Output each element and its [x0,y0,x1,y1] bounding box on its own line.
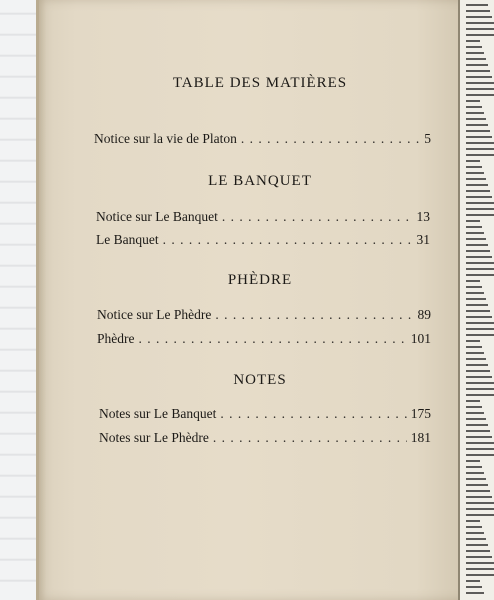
dot-leader [139,331,407,347]
print-line [466,118,486,120]
print-line [466,40,480,42]
print-line [466,214,494,216]
dot-leader [241,131,420,147]
print-line [466,406,482,408]
print-line [466,592,484,594]
dot-leader [222,209,413,225]
print-line [466,538,486,540]
print-line [466,58,486,60]
print-line [466,328,494,330]
toc-entry [94,131,431,147]
print-line [466,100,480,102]
print-line [466,190,490,192]
print-line [466,22,494,24]
print-line [466,454,494,456]
print-line [466,394,494,396]
dot-leader [220,406,406,422]
print-line [466,442,494,444]
print-line [466,562,494,564]
print-line [466,502,494,504]
toc-entry-page: 175 [410,406,431,421]
print-line [466,148,494,150]
print-line [466,322,494,324]
print-line [466,556,492,558]
print-line [466,580,480,582]
print-line [466,436,492,438]
toc-entry [96,232,430,248]
section-heading: LE BANQUET [208,173,312,189]
print-line [466,352,484,354]
print-line [466,424,488,426]
toc-entry [99,406,431,422]
print-line [466,358,486,360]
print-line [466,136,492,138]
print-line [466,262,494,264]
print-line [466,466,482,468]
print-line [466,508,494,510]
print-line [466,310,490,312]
page-title: TABLE DES MATIÈRES [172,75,348,91]
print-line [466,520,480,522]
print-line [466,238,486,240]
print-line [466,196,492,198]
print-line [466,526,482,528]
print-line [466,112,484,114]
print-line [466,130,490,132]
toc-entry-title: Notice sur Le Phèdre [97,307,212,322]
print-line [466,304,488,306]
print-line [466,298,486,300]
print-line [466,106,482,108]
print-line [466,364,488,366]
print-line [466,250,490,252]
print-line [466,472,484,474]
print-line [466,46,482,48]
print-line [466,544,488,546]
print-line [466,568,494,570]
print-line [466,202,494,204]
print-line [466,160,480,162]
print-line [466,490,490,492]
toc-entry-title: Notice sur Le Banquet [96,209,218,224]
print-line [466,52,484,54]
toc-entry-title: Notes sur Le Banquet [99,406,217,421]
print-line [466,4,488,6]
dot-leader [215,307,413,323]
print-line [466,244,488,246]
print-line [466,478,486,480]
print-line [466,460,480,462]
print-line [466,142,494,144]
toc-entry-page: 89 [417,307,431,322]
print-line [466,334,494,336]
toc-entry [99,430,431,446]
print-line [466,316,492,318]
print-line [466,496,492,498]
print-line [466,400,480,402]
toc-entry-title: Notes sur Le Phèdre [99,430,209,445]
print-line [466,220,480,222]
toc-entry [96,209,430,225]
toc-entry-page: 13 [416,209,430,224]
print-line [466,418,486,420]
dot-leader [163,232,413,248]
print-line [466,532,484,534]
print-line [466,28,494,30]
print-line [466,208,494,210]
print-line [466,10,490,12]
toc-entry-page: 5 [424,131,431,146]
toc-entry-page: 31 [416,232,430,247]
print-line [466,70,490,72]
toc-entry [97,307,431,323]
print-line [466,64,488,66]
section-heading: PHÈDRE [227,272,293,288]
print-line [466,226,482,228]
print-line [466,574,494,576]
print-line [466,166,482,168]
print-line [466,484,488,486]
print-line [466,346,482,348]
toc-entry-title: Le Banquet [96,232,159,247]
print-line [466,34,494,36]
print-line [466,268,494,270]
toc-entry-title: Phèdre [97,331,135,346]
print-line [466,586,482,588]
print-line [466,550,490,552]
print-line [466,16,492,18]
toc-entry-page: 101 [410,331,431,346]
print-line [466,430,490,432]
print-line [466,340,480,342]
print-line [466,292,484,294]
print-line [466,154,494,156]
dot-leader [213,430,407,446]
section-heading: NOTES [233,372,287,388]
toc-entry-title: Notice sur la vie de Platon [94,131,237,146]
print-line [466,94,494,96]
print-line [466,232,484,234]
print-line [466,448,494,450]
print-line [466,412,484,414]
print-line [466,124,488,126]
print-line [466,514,494,516]
toc-entry [97,331,431,347]
toc-entry-page: 181 [410,430,431,445]
print-line [466,256,492,258]
